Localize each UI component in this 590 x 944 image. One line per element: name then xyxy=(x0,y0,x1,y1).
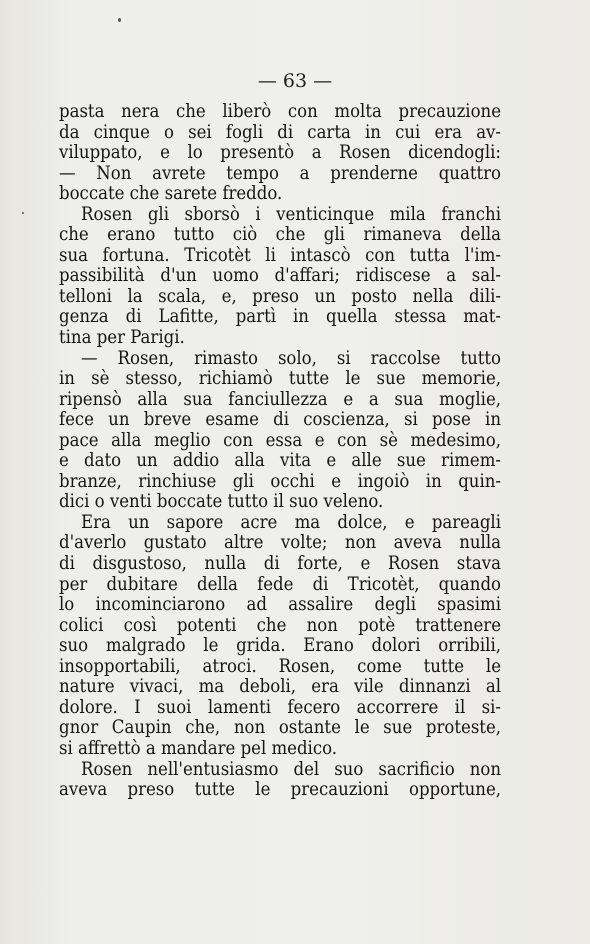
body-text xyxy=(59,102,501,801)
text-line: suo malgrado le grida. Erano dolori orribili, xyxy=(59,635,501,657)
text-line: — Non avrete tempo a prenderne quattro xyxy=(59,162,501,184)
text-line: pace alla meglio con essa e con sè medesimo, xyxy=(59,429,501,451)
text-line: per dubitare della fede di Tricotèt, quando xyxy=(59,573,501,595)
text-line: boccate che sarete freddo. xyxy=(59,183,283,205)
text-line: dolore. I suoi lamenti fecero accorrere il si- xyxy=(59,696,501,718)
paper-speck xyxy=(118,18,121,22)
text-line: aveva preso tutte le precauzioni opportune, xyxy=(59,779,501,801)
text-line: gnor Caupin che, non ostante le sue proteste, xyxy=(59,717,501,739)
page-number: — 63 — xyxy=(257,70,333,92)
text-line: tina per Parigi. xyxy=(59,327,185,349)
text-line: branze, rinchiuse gli occhi e ingoiò in quin- xyxy=(59,470,501,492)
text-line: genza di Lafitte, partì in quella stessa mat- xyxy=(59,306,501,328)
text-line: — Rosen, rimasto solo, si raccolse tutto xyxy=(81,347,501,369)
text-line: telloni la scala, e, preso un posto nella dili- xyxy=(59,285,501,307)
text-line: Rosen nell'entusiasmo del suo sacrificio non xyxy=(81,758,501,780)
paper-speck xyxy=(22,212,24,214)
text-line: passibilità d'un uomo d'affari; ridiscese a sal- xyxy=(59,265,501,287)
text-line: e dato un addio alla vita e alle sue rimem- xyxy=(59,450,501,472)
text-line: fece un breve esame di coscienza, si pose in xyxy=(59,409,501,431)
text-line: Era un sapore acre ma dolce, e pareagli xyxy=(81,511,501,533)
text-line: colici così potenti che non potè trattenere xyxy=(59,614,501,636)
text-line: nature vivaci, ma deboli, era vile dinnanzi al xyxy=(59,676,501,698)
text-line: di disgustoso, nulla di forte, e Rosen stava xyxy=(59,553,501,575)
text-line: ripensò alla sua fanciullezza e a sua moglie, xyxy=(59,388,501,410)
text-line: lo incominciarono ad assalire degli spasimi xyxy=(59,594,501,616)
text-line: dici o venti boccate tutto il suo veleno. xyxy=(59,491,384,513)
text-line: sua fortuna. Tricotèt li intascò con tutta l'im- xyxy=(59,244,501,266)
text-line: Rosen gli sborsò i venticinque mila franchi xyxy=(81,203,501,225)
text-line: d'averlo gustato altre volte; non aveva nulla xyxy=(59,532,501,554)
text-line: si affrettò a mandare pel medico. xyxy=(59,737,337,759)
text-line: pasta nera che liberò con molta precauzione xyxy=(59,101,501,122)
text-line: da cinque o sei fogli di carta in cui era av- xyxy=(59,121,501,143)
text-line: insopportabili, atroci. Rosen, come tutte le xyxy=(59,655,501,677)
text-line: viluppato, e lo presentò a Rosen dicendogli: xyxy=(59,142,501,164)
text-line: che erano tutto ciò che gli rimaneva della xyxy=(59,224,501,246)
text-line: in sè stesso, richiamò tutte le sue memorie, xyxy=(59,368,501,390)
